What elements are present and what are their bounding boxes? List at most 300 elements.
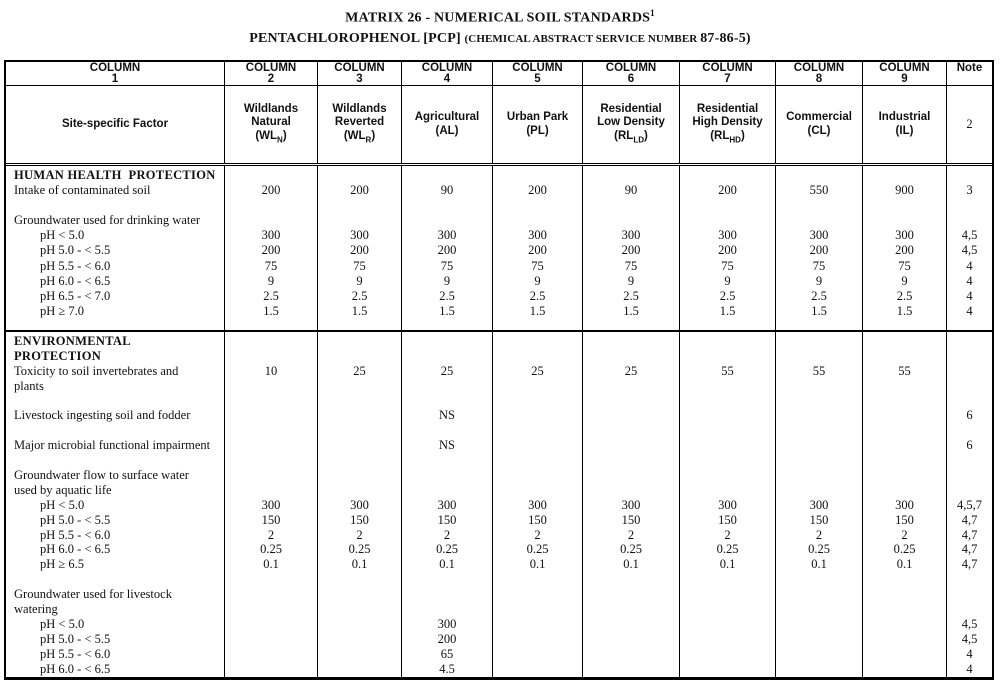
factor-header-cell-col4 [401,86,492,163]
cell-value [583,423,679,438]
cell-value [680,334,775,349]
cell-value: 25 [440,363,454,378]
factor-header-cell-col2 [224,86,317,163]
cell-value: 0.1 [351,557,368,572]
cell-value [493,602,582,617]
section-environmental-protection-col5 [492,332,582,677]
cell-value: 0.1 [439,557,455,572]
note-value: 6 [966,438,973,453]
cell-value: 0.25 [808,542,830,557]
cell-value: 200 [528,183,547,198]
section-human-health-protection-col2 [224,166,317,330]
cell-value [776,483,862,498]
factor-header-cell-col10 [946,86,992,163]
row-label [6,198,224,213]
cell-value [776,662,862,677]
cell-value: 150 [621,512,641,527]
cell-value: 2 [724,527,731,542]
section-environmental-protection-col10 [946,332,992,677]
factor-header-cell-col8 [775,86,862,163]
cell-value [402,394,492,409]
cell-value [680,587,775,602]
cell-value: 150 [528,512,547,527]
cell-value [776,617,862,632]
section-environmental-protection-col9 [862,332,946,677]
cell-value: 300 [718,497,737,512]
cell-value [402,468,492,483]
row-label: pH ≥ 7.0 [40,303,85,318]
header-label: 3 [356,73,363,85]
header-label: COLUMN [793,62,845,74]
cell-value [583,319,679,330]
row-label: pH 6.0 - < 6.5 [40,661,111,676]
factor-header-cell-col3 [317,86,401,163]
note-value [947,168,992,183]
section-human-health-protection-col1 [6,166,224,330]
cell-value [318,632,401,647]
header-cell-col8 [775,62,862,85]
cell-value [318,379,401,394]
cell-value: 2 [815,527,823,542]
cell-value: 1.5 [351,303,368,318]
cell-value: 1.5 [263,303,279,318]
cell-value [583,394,679,409]
cell-value [225,453,317,468]
cell-value [225,423,317,438]
cell-value: 1.5 [719,303,736,318]
row-label: pH 5.0 - < 5.5 [40,243,111,258]
header-label: COLUMN [702,62,753,74]
note-value: 3 [966,183,973,198]
cell-value: 150 [437,512,457,527]
cell-value [583,379,679,394]
cell-value [680,213,775,228]
row-label: pH 5.5 - < 6.0 [40,646,111,661]
header-label: COLUMN [245,62,297,74]
note-value [947,213,992,228]
cell-value [583,662,679,677]
cell-value [776,647,862,662]
cell-value [493,198,582,213]
cell-value: 90 [440,183,454,198]
cell-value [318,617,401,632]
row-label: pH 5.0 - < 5.5 [40,512,111,527]
cell-value: 200 [621,243,641,258]
factor-header-cell-col6 [582,86,679,163]
row-label: pH < 5.0 [40,497,85,512]
factor-name-line: Wildlands [243,102,299,115]
cell-value: 200 [261,243,281,258]
cell-value: 55 [812,363,826,378]
cell-value [225,394,317,409]
cell-value: 2.5 [896,288,913,303]
section-human-health-protection [6,166,992,332]
cell-value [583,572,679,587]
cell-value [225,662,317,677]
cell-value: 0.25 [260,542,282,557]
cell-value [863,438,946,453]
cell-value [863,483,946,498]
cell-value [583,213,679,228]
section-human-health-protection-col9 [862,166,946,330]
cell-value: 0.1 [811,557,827,572]
cell-value [776,319,862,330]
cell-value [680,438,775,453]
note-value [947,572,992,587]
section-human-health-protection-col5 [492,166,582,330]
cell-value [225,319,317,330]
row-label: pH < 5.0 [40,616,85,631]
note-value: 4,7 [961,512,978,527]
cell-value: NS [439,408,455,423]
cell-value: 9 [627,273,635,288]
cell-value: 75 [440,258,454,273]
factor-abbreviation: (PL) [526,124,549,137]
cell-value: 75 [898,258,911,273]
header-label: 5 [534,73,541,85]
header-cell-col4 [401,62,492,85]
section-heading: PROTECTION [14,348,102,363]
section-environmental-protection-col1 [6,332,224,677]
cell-value: 550 [809,183,829,198]
cell-value [318,468,401,483]
cell-value: 0.1 [529,557,546,572]
header-label: COLUMN [512,62,563,74]
cell-value: 2 [901,527,908,542]
cell-value [776,168,862,183]
cell-value [225,617,317,632]
header-label: COLUMN [605,62,657,74]
factor-name-line: Site-specific Factor [61,117,169,130]
cell-value [583,647,679,662]
cell-value [493,349,582,364]
cell-value [680,617,775,632]
cell-value [493,468,582,483]
cell-value [583,334,679,349]
cell-value: 75 [812,258,826,273]
cell-value [583,587,679,602]
header-label: COLUMN [421,62,473,74]
cell-value [493,587,582,602]
factor-header-cell-col7 [679,86,775,163]
cell-value [863,319,946,330]
cell-value: 300 [809,228,829,243]
cell-value [863,213,946,228]
cell-value: 0.1 [719,557,736,572]
cell-value [863,587,946,602]
cell-value [318,334,401,349]
cell-value: 2.5 [811,288,827,303]
cell-value: 55 [898,363,911,378]
cell-value [493,662,582,677]
document-title [0,3,1000,29]
cell-value [225,379,317,394]
note-value [947,364,992,379]
abbr-subscript: R [365,134,372,144]
cell-value [318,483,401,498]
cell-value: 0.25 [893,542,916,557]
cell-value: 300 [895,228,914,243]
note-value: 4 [966,258,973,273]
abbr-subscript: HD [729,134,741,144]
factor-name-line: High Density [692,116,763,129]
cell-value [318,319,401,330]
cell-value [776,468,862,483]
cell-value [225,408,317,423]
cell-value [863,168,946,183]
cell-value: 300 [895,497,914,512]
cell-value [863,647,946,662]
cell-value: 0.1 [263,557,279,572]
cell-value: 300 [261,497,281,512]
cell-value: 25 [624,363,638,378]
header-label: COLUMN [879,62,930,74]
title-block [0,3,1000,49]
cell-value [583,408,679,423]
cell-value [776,408,862,423]
cell-value: 9 [724,273,731,288]
section-environmental-protection-col4 [401,332,492,677]
section-environmental-protection-col7 [679,332,775,677]
header-cell-col2 [224,62,317,85]
cell-value [680,198,775,213]
header-cell-col1 [6,62,224,85]
cell-value [863,468,946,483]
cell-value [776,453,862,468]
cell-value [583,198,679,213]
cell-value: 150 [261,512,281,527]
note-value [947,319,992,330]
factor-name-line: Low Density [597,116,665,129]
cell-value: 200 [350,183,369,198]
cell-value [402,587,492,602]
header-cell-col6 [582,62,679,85]
cell-value: 2.5 [623,288,639,303]
cell-value [583,602,679,617]
cell-value: 90 [624,183,638,198]
note-value: 4 [966,288,973,303]
row-label: pH ≥ 6.5 [40,557,85,572]
cell-value [225,587,317,602]
cell-value [863,453,946,468]
cell-value: 300 [437,497,457,512]
header-label: 6 [627,73,635,85]
row-label: Intake of contaminated soil [14,183,151,198]
factor-header-cell-col1 [6,86,224,163]
cell-value [493,319,582,330]
header-label: 7 [724,73,731,85]
cell-value [583,438,679,453]
cell-value [583,453,679,468]
note-value [947,453,992,468]
cell-value: 2 [534,527,541,542]
cas-number: 87-86-5) [700,30,751,46]
cell-value [583,617,679,632]
note-value [947,379,992,394]
cell-value [493,423,582,438]
note-value [947,334,992,349]
cell-value: 2 [356,527,363,542]
cell-value [863,617,946,632]
section-environmental-protection-col6 [582,332,679,677]
row-label [6,453,224,468]
cell-value [863,408,946,423]
cell-value [225,572,317,587]
header-label: 8 [815,73,823,85]
header-cell-col9 [862,62,946,85]
cell-value [318,394,401,409]
document-title-text: MATRIX 26 - NUMERICAL SOIL STANDARDS [345,10,651,26]
cell-value [493,408,582,423]
cell-value [225,483,317,498]
cell-value: 300 [261,228,281,243]
cell-value: 2.5 [263,288,279,303]
cell-value [863,334,946,349]
cell-value [318,572,401,587]
cell-value: 150 [718,512,737,527]
section-human-health-protection-col10 [946,166,992,330]
row-label: pH 5.5 - < 6.0 [40,527,111,542]
cell-value: 1.5 [811,303,827,318]
cell-value [225,468,317,483]
cell-value: 55 [721,363,734,378]
abbr-subscript: LD [633,134,644,144]
note-value: 4,5 [961,243,978,258]
cell-value [402,572,492,587]
cell-value [225,632,317,647]
note-value: 4,5,7 [957,497,982,512]
cell-value [680,662,775,677]
cell-value [225,602,317,617]
cell-value [776,334,862,349]
abbr-subscript: N [277,134,283,144]
cell-value [402,213,492,228]
note-value [947,349,992,364]
cell-value [776,572,862,587]
cell-value: 300 [621,228,641,243]
cell-value [776,587,862,602]
cell-value [318,423,401,438]
cell-value: 10 [264,363,278,378]
cell-value: 4.5 [439,661,455,676]
section-environmental-protection-col3 [317,332,401,677]
note-value: 4 [966,661,973,676]
title-footnote-marker: 1 [650,8,655,18]
cell-value [402,168,492,183]
cell-value: 300 [437,616,457,631]
cell-value: 300 [528,497,547,512]
cell-value [225,198,317,213]
cell-value [493,647,582,662]
note-value [947,602,992,617]
cas-label: (CHEMICAL ABSTRACT SERVICE NUMBER [464,32,701,45]
cell-value: 300 [528,228,547,243]
cell-value [402,349,492,364]
factor-name-line: Industrial [878,111,931,123]
row-label: Groundwater used for drinking water [14,213,201,228]
section-environmental-protection-col8 [775,332,862,677]
cell-value [318,349,401,364]
cell-value: 300 [437,228,457,243]
section-human-health-protection-col8 [775,166,862,330]
cell-value: 200 [350,243,369,258]
header-cell-col7 [679,62,775,85]
land-use-header-row [6,86,992,166]
cell-value: 2 [627,527,635,542]
cell-value: 200 [437,243,457,258]
row-label: used by aquatic life [14,482,112,497]
cell-value [680,408,775,423]
cell-value: 0.25 [348,542,371,557]
cell-value [863,198,946,213]
cell-value [680,319,775,330]
cell-value [493,572,582,587]
note-value [947,587,992,602]
cell-value: 1.5 [896,303,913,318]
note-value [947,483,992,498]
factor-header-cell-col9 [862,86,946,163]
header-label: COLUMN [89,62,141,74]
cell-value: 9 [356,273,363,288]
cell-value [318,198,401,213]
cell-value: 300 [350,497,369,512]
header-label: 2 [267,73,275,85]
cell-value [583,468,679,483]
cell-value: 150 [809,512,829,527]
cell-value [680,453,775,468]
cell-value [225,168,317,183]
cell-value [776,349,862,364]
row-label: pH 6.0 - < 6.5 [40,273,111,288]
cell-value [493,632,582,647]
cell-value [776,213,862,228]
cell-value [402,483,492,498]
cell-value [680,602,775,617]
row-label: Groundwater flow to surface water [14,468,189,483]
cell-value: 25 [531,363,544,378]
cell-value [583,168,679,183]
row-label: pH < 5.0 [40,228,85,243]
cell-value [583,349,679,364]
row-label [6,423,224,438]
cell-value: 200 [718,183,737,198]
row-label: pH 5.0 - < 5.5 [40,631,111,646]
note-value: 4 [966,273,973,288]
row-label: Groundwater used for livestock [14,587,172,602]
cell-value [863,662,946,677]
cell-value [680,468,775,483]
factor-name-line: Wildlands [332,102,387,115]
cell-value [493,483,582,498]
cell-value [402,198,492,213]
factor-abbreviation: $(WL_N)$ [255,129,287,144]
factor-name-line: Residential [600,102,662,115]
cell-value: 65 [440,646,454,661]
section-human-health-protection-col4 [401,166,492,330]
note-value: 4,7 [961,557,978,572]
row-label: Major microbial functional impairment [14,438,211,453]
section-heading: ENVIRONMENTAL [14,334,131,348]
cell-value [680,349,775,364]
cell-value: 9 [815,273,823,288]
cell-value: 300 [718,228,737,243]
cell-value [863,394,946,409]
cell-value: 9 [901,273,908,288]
cell-value [776,632,862,647]
cell-value [493,453,582,468]
note-value: 4 [966,303,973,318]
cell-value [680,647,775,662]
